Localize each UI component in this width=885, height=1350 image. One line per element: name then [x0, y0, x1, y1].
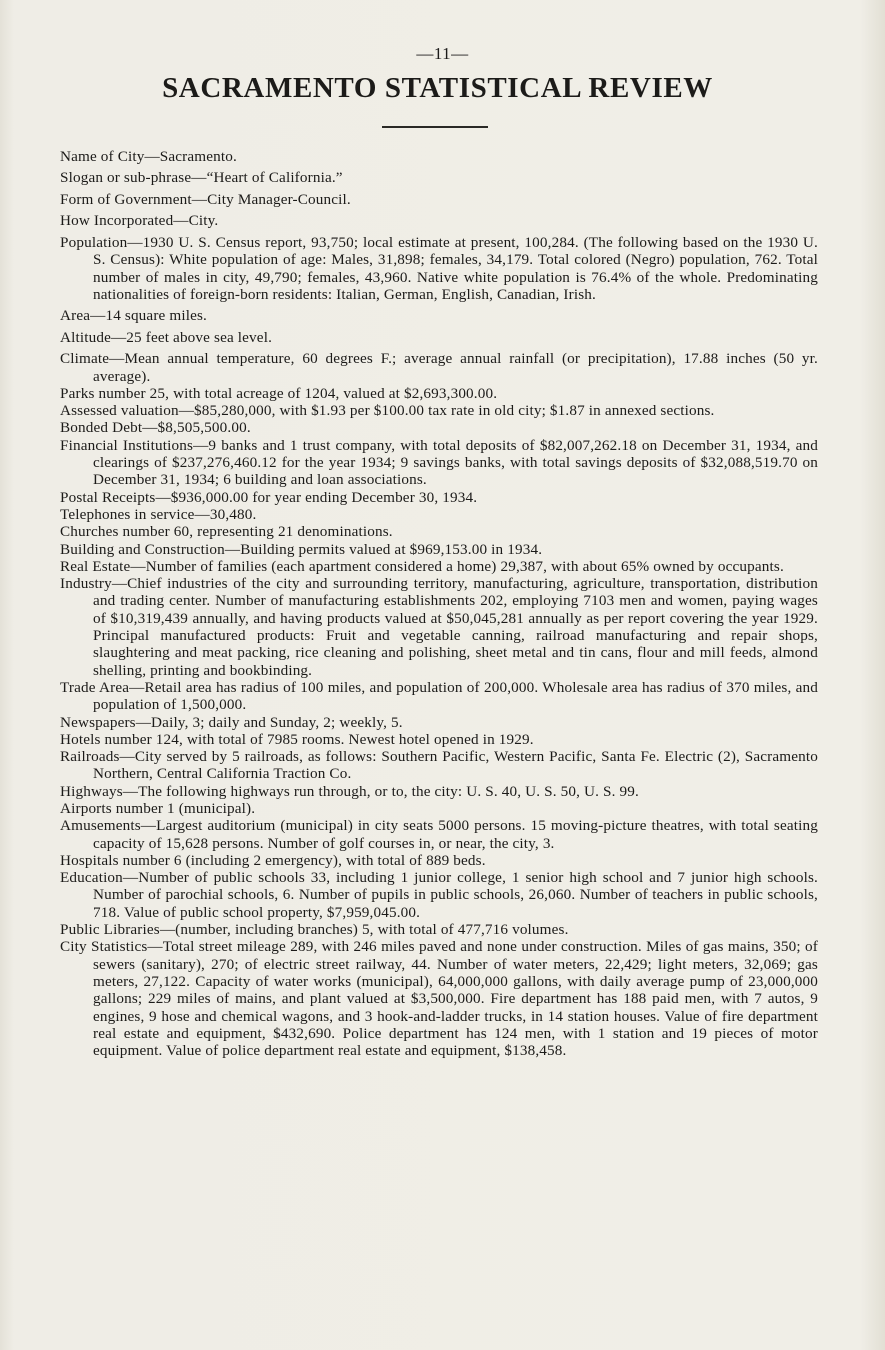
entry-hotels: Hotels number 124, with total of 7985 rooms. Newest hotel opened in 1929. — [60, 730, 534, 748]
entry-area: Area—14 square miles. — [60, 307, 207, 325]
entry-airports: Airports number 1 (municipal). — [60, 800, 256, 817]
entry-population: Population—1930 U. S. Census report, 93,750; local estimate at present, 100,284. (The following based on the 1930 U. S. Census): White population of age: Males, 31,898; females, 34,179. Total colored (Negro) population, 762. Total number of males in city, 49,790; females, 43,960. Native white population is 76.4% of the whole. Predominating nationalities of foreign-born residents: Italian, German, English, Canadian, Irish. — [60, 233, 818, 303]
entry-climate: Climate—Mean annual temperature, 60 degrees F.; average annual rainfall (or precipitation), 17.88 inches (50 yr. average). — [60, 350, 818, 385]
entry-education: Education—Number of public schools 33, including 1 junior college, 1 senior high school and 7 junior high schools. Number of parochial schools, 6. Number of pupils in public schools, 26,060. Number of teachers in public schools, 718. Value of public school property, $7,959,045.00. — [60, 869, 818, 921]
entry-parks: Parks number 25, with total acreage of 1204, valued at $2,693,300.00. — [60, 384, 498, 402]
entry-highways: Highways—The following highways run through, or to, the city: U. S. 40, U. S. 50, U. S. 99. — [60, 782, 639, 800]
entry-how-incorporated: How Incorporated—City. — [60, 212, 219, 230]
entry-public-libraries: Public Libraries—(number, including branches) 5, with total of 477,716 volumes. — [60, 921, 569, 939]
entry-telephones: Telephones in service—30,480. — [60, 505, 257, 523]
entry-building-construction: Building and Construction—Building permits valued at $969,153.00 in 1934. — [60, 540, 543, 558]
entry-assessed-valuation: Assessed valuation—$85,280,000, with $1.93 per $100.00 tax rate in old city; $1.87 in annexed sections. — [60, 402, 715, 420]
entry-trade-area: Trade Area—Retail area has radius of 100 miles, and population of 200,000. Wholesale area has radius of 370 miles, and population of 1,500,000. — [60, 678, 818, 714]
entry-city-statistics: City Statistics—Total street mileage 289, with 246 miles paved and none under construction. Miles of gas mains, 350; of sewers (sanitary), 270; of electric street railway, 44. Number of water meters, 22,429; light meters, 32,069; gas meters, 27,122. Capacity of water works (municipal), 64,000,000 gallons, with daily average pump of 23,000,000 gallons; 229 miles of mains, and plant valued at $3,500,000. Fire department has 188 paid men, with 7 autos, 9 engines, 9 hose and chemical wagons, and 3 hook-and-ladder trucks, in 14 station houses. Value of fire department real estate and equipment, $432,690. Police department has 124 men, with 1 station and 19 pieces of motor equipment. Value of police department real estate and equipment, $138,458. — [60, 938, 818, 1060]
entry-hospitals: Hospitals number 6 (including 2 emergency), with total of 889 beds. — [60, 851, 486, 869]
entry-real-estate: Real Estate—Number of families (each apartment considered a home) 29,387, with about 65% owned by occupants. — [60, 557, 784, 575]
entry-industry: Industry—Chief industries of the city and surrounding territory, manufacturing, agriculture, transportation, distribution and trading center. Number of manufacturing establishments 202, employing 7103 men and women, paying wages of $10,319,439 annually, and having products valued at $50,045,281 annually as per report covering the year 1929. Principal manufactured products: Fruit and vegetable canning, railroad manufacturing and repair shops, slaughtering and meat packing, rice cleaning and polishing, sheet metal and tin cans, flour and mill feeds, almond shelling, printing and bookbinding. — [60, 575, 818, 679]
page-title: SACRAMENTO STATISTICAL REVIEW — [162, 72, 713, 104]
entry-amusements: Amusements—Largest auditorium (municipal) in city seats 5000 persons. 15 moving-picture theatres, with total seating capacity of 15,628 persons. Number of golf courses in, or near, the city, 3. — [60, 817, 818, 852]
page-number: —11— — [416, 44, 469, 63]
entry-name-of-city: Name of City—Sacramento. — [60, 148, 237, 165]
entry-bonded-debt: Bonded Debt—$8,505,500.00. — [60, 419, 251, 437]
entry-slogan: Slogan or sub-phrase—“Heart of California.” — [60, 169, 343, 187]
entry-churches: Churches number 60, representing 21 denominations. — [60, 523, 393, 541]
title-divider — [382, 126, 488, 128]
entry-railroads: Railroads—City served by 5 railroads, as follows: Southern Pacific, Western Pacific, Santa Fe. Electric (2), Sacramento Northern, Central California Traction Co. — [60, 748, 818, 783]
entry-financial-institutions: Financial Institutions—9 banks and 1 trust company, with total deposits of $82,007,262.18 on December 31, 1934, and clearings of $237,276,460.12 for the year 1934; 9 savings banks, with total savings deposits of $32,088,519.70 on December 31, 1934; 6 building and loan associations. — [60, 436, 818, 489]
entry-altitude: Altitude—25 feet above sea level. — [60, 328, 273, 346]
entry-form-of-government: Form of Government—City Manager-Council. — [60, 190, 351, 208]
entry-newspapers: Newspapers—Daily, 3; daily and Sunday, 2; weekly, 5. — [60, 713, 403, 731]
statistics-list — [60, 148, 818, 1059]
entry-postal-receipts: Postal Receipts—$936,000.00 for year ending December 30, 1934. — [60, 488, 478, 506]
